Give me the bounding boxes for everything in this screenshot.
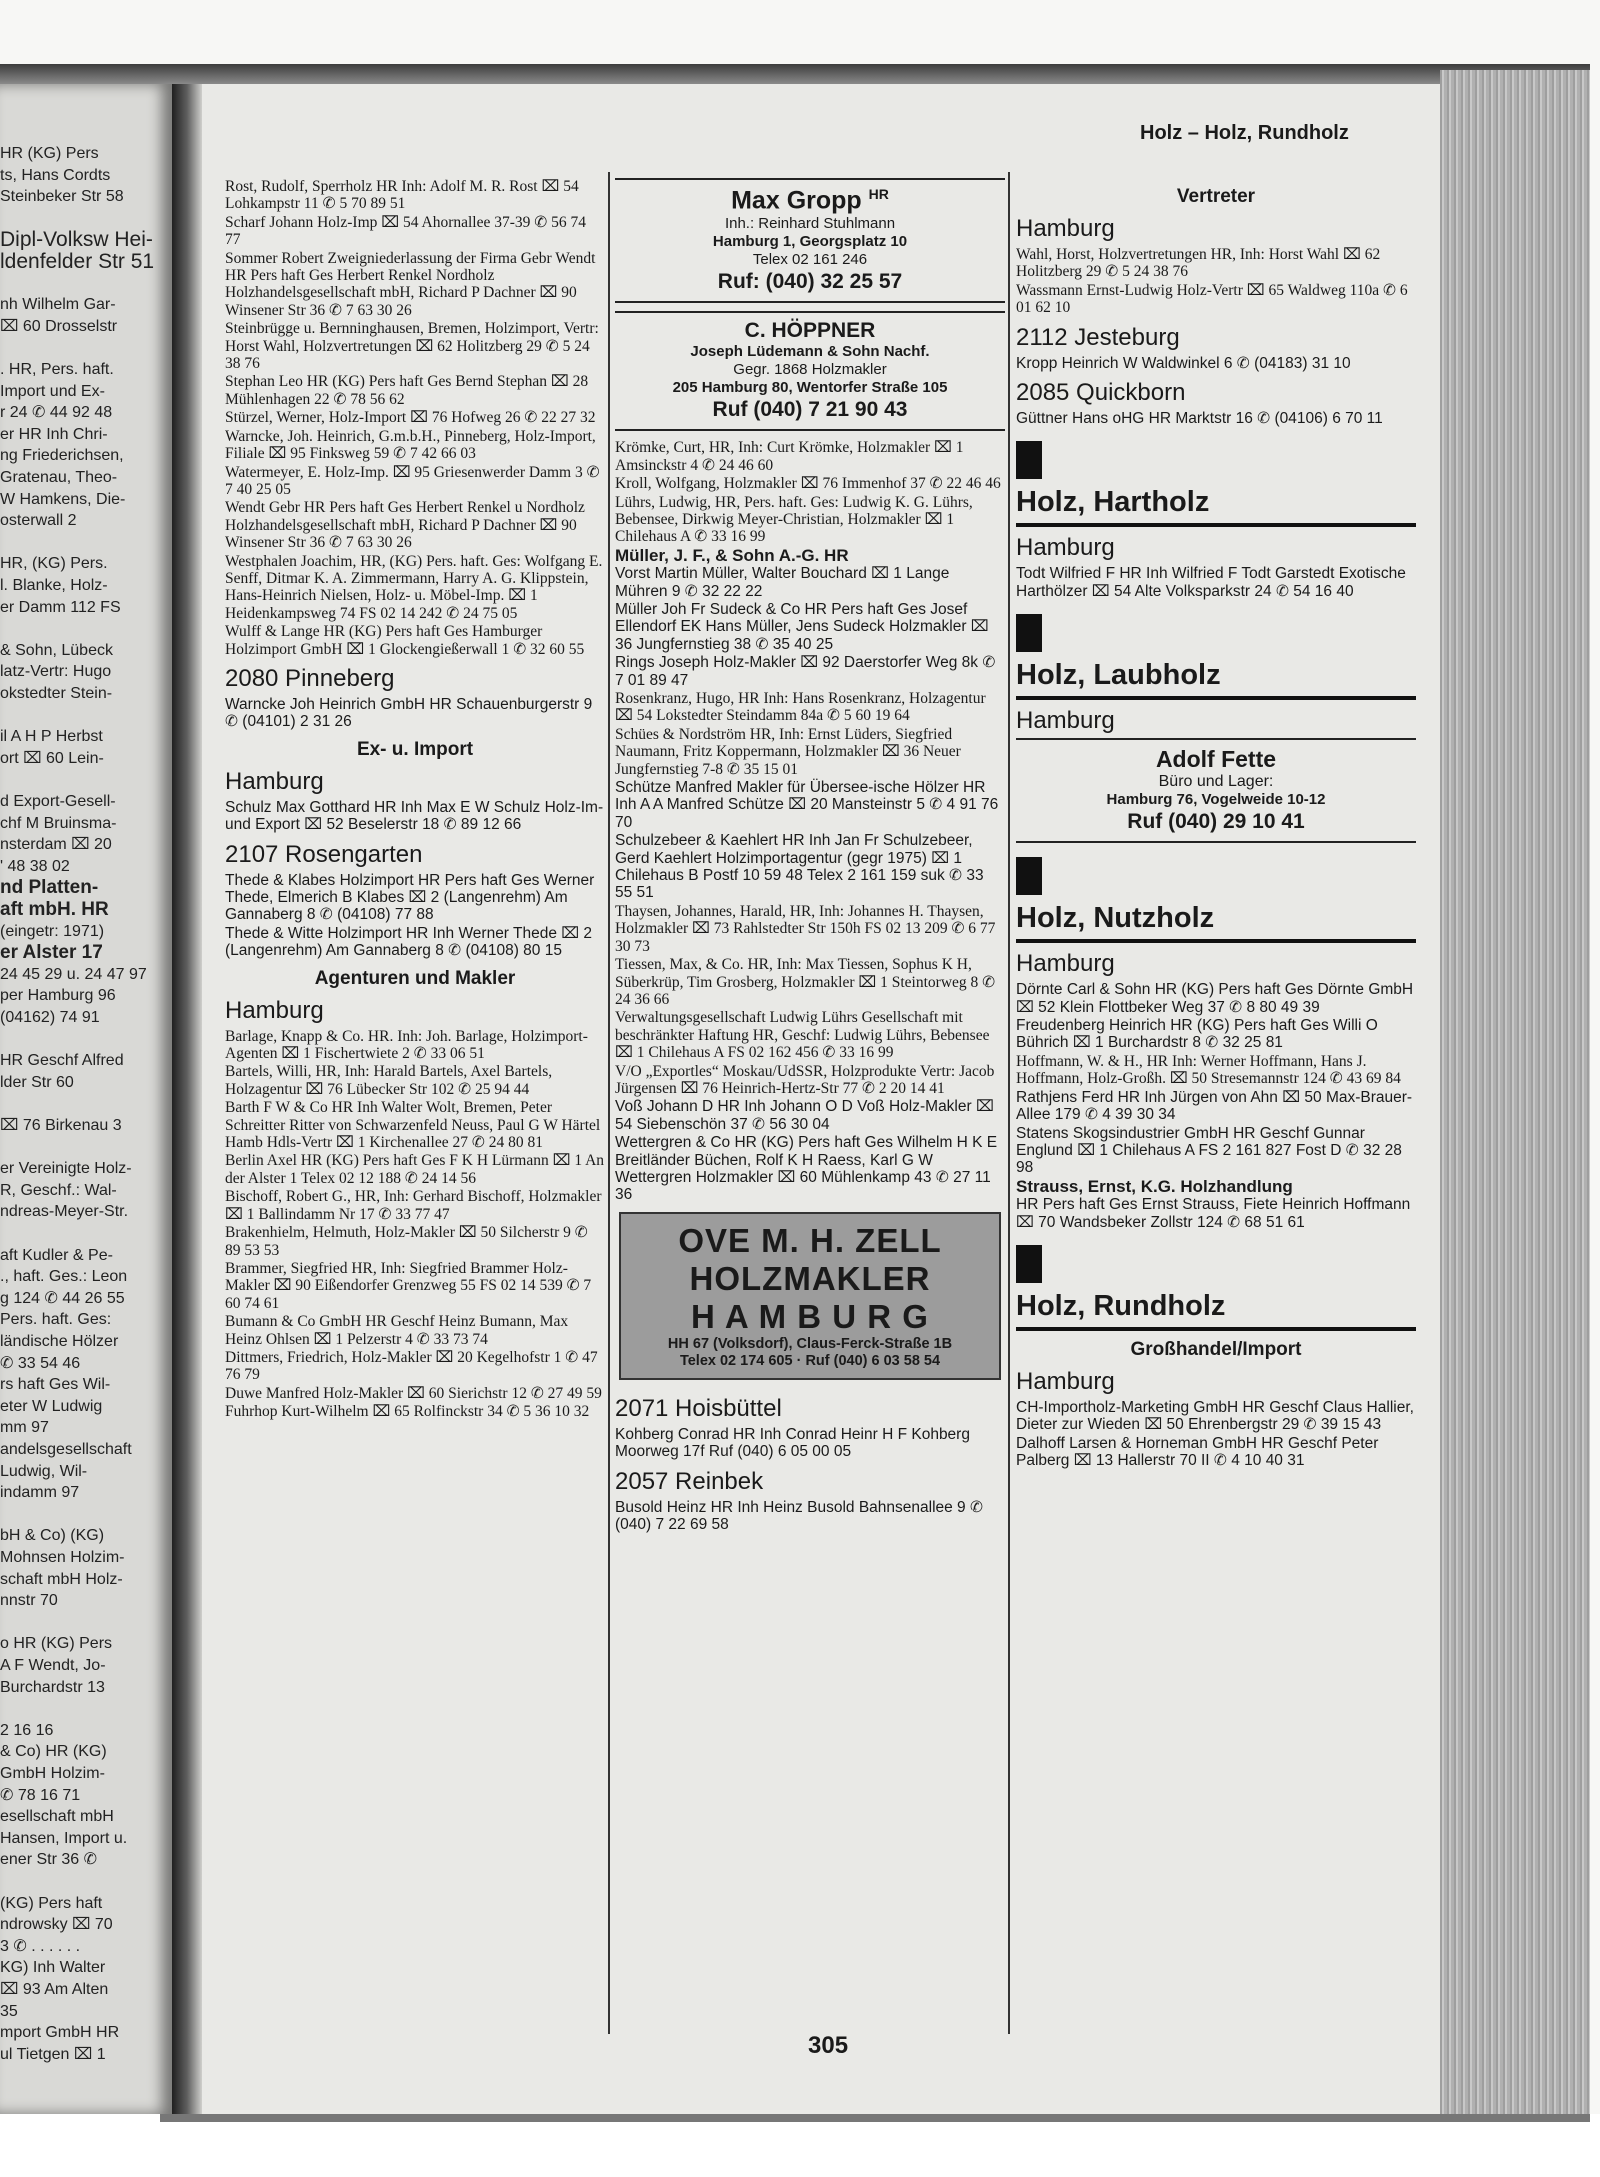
- left-page-line: W Hamkens, Die-: [0, 490, 126, 508]
- left-page-line: l. Blanke, Holz-: [0, 577, 108, 594]
- list-item: Wassmann Ernst-Ludwig Holz-Vertr ⌧ 65 Waldweg 110a ✆ 6 01 62 10: [1016, 281, 1408, 317]
- list-item: Wettergren & Co HR (KG) Pers haft Ges Wilhelm H K E Breitländer Büchen, Rolf K H Raess, Karl G W Wettergren Holzmakler ⌧ 60 Mühlenkamp 43 ✆ 27 11 36: [615, 1134, 998, 1204]
- left-page-line: ndreas-Meyer-Str.: [0, 1203, 129, 1221]
- left-page-line: ✆ 78 16 71: [0, 1786, 81, 1804]
- ad-gropp-phone: Ruf: (040) 32 25 57: [717, 270, 903, 294]
- list-item: Schulz Max Gotthard HR Inh Max E W Schulz Holz-Im- und Export ⌧ 52 Beselerstr 18 ✆ 89 12 66: [225, 798, 604, 834]
- left-page-line: ⌧ 93 Am Alten: [0, 1981, 109, 1998]
- left-page-line: R, Geschf.: Wal-: [0, 1181, 117, 1199]
- left-page-line: Hansen, Import u.: [0, 1829, 128, 1847]
- left-page-line: 2 16 16: [0, 1721, 54, 1739]
- ad-gropp-name: Max Gropp: [731, 186, 862, 215]
- section-title: Holz, Nutzholz: [1016, 901, 1416, 943]
- section-title: Holz, Hartholz: [1016, 485, 1416, 527]
- list-item: Voß Johann D HR Inh Johann O D Voß Holz-Makler ⌧ 54 Siebenschön 37 ✆ 56 30 04: [615, 1098, 994, 1133]
- left-page-line: er Damm 112 FS: [0, 598, 121, 616]
- ad-adolf-fette: [1016, 738, 1416, 843]
- list-item: Bumann & Co GmbH HR Geschf Heinz Bumann, Max Heinz Ohlsen ⌧ 1 Pelzerstr 4 ✆ 33 73 74: [225, 1313, 569, 1348]
- column-3: [1016, 178, 1416, 1471]
- left-page-line: Steinbeker Str 58: [0, 188, 124, 206]
- section-rundholz: [1016, 1245, 1416, 1397]
- left-page-line: HR (KG) Pers: [0, 145, 99, 162]
- left-page-line: & Co) HR (KG): [0, 1743, 107, 1761]
- list-item: Schütze Manfred Makler für Übersee-ische Hölzer HR Inh A A Manfred Schütze ⌧ 20 Mansteinstr 5 ✆ 4 91 76 70: [615, 779, 999, 831]
- city-heading: 2107 Rosengarten: [225, 840, 423, 868]
- column-2-entries: [615, 439, 1005, 1203]
- list-item: Barth F W & Co HR Inh Walter Wolt, Bremen, Peter Schreitter Ritter von Schwarzenfeld Neuss, Paul G W Härtel Hamb Hdls-Vertr ⌧ 1 Kirchenallee 27 ✆ 24 80 81: [225, 1099, 601, 1152]
- list-item: V/O „Exportles“ Moskau/UdSSR, Holzprodukte Vertr: Jacob Jürgensen ⌧ 76 Heinrich-Hertz-Str 77 ✆ 2 20 14 41: [615, 1062, 995, 1097]
- left-page-line: mm 97: [0, 1419, 49, 1437]
- left-page-line: HR, (KG) Pers.: [0, 555, 108, 573]
- ad-hoppner-phone: Ruf (040) 7 21 90 43: [712, 398, 908, 422]
- list-item: Duwe Manfred Holz-Makler ⌧ 60 Sierichstr 12 ✆ 27 49 59: [225, 1384, 602, 1402]
- list-item: Stephan Leo HR (KG) Pers haft Ges Bernd Stephan ⌧ 28 Mühlenhagen 22 ✆ 78 56 62: [225, 373, 589, 408]
- list-item: Schües & Nordström HR, Inh: Ernst Lüders, Siegfried Naumann, Fritz Koppermann, Holzmakler ⌧ 36 Neuer Jungfernstieg 7-8 ✆ 35 15 01: [615, 725, 961, 778]
- left-page-line: d Export-Gesell-: [0, 793, 116, 810]
- ad-max-gropp: [615, 178, 1005, 303]
- left-page-line: A F Wendt, Jo-: [0, 1657, 106, 1674]
- list-item: Rings Joseph Holz-Makler ⌧ 92 Daerstorfer Weg 8k ✆ 7 01 89 47: [615, 654, 996, 689]
- city-heading: Hamburg: [225, 767, 324, 795]
- list-item: Wulff & Lange HR (KG) Pers haft Ges Hamburger Holzimport GmbH ⌧ 1 Glockengießerwall 1 ✆ 32 60 55: [225, 623, 585, 658]
- list-item: Dittmers, Friedrich, Holz-Makler ⌧ 20 Kegelhofstr 1 ✆ 47 76 79: [225, 1348, 598, 1384]
- city-heading: Hamburg: [1016, 707, 1115, 735]
- left-page-line: nh Wilhelm Gar-: [0, 296, 116, 314]
- left-page-line: rs haft Ges Wil-: [0, 1376, 111, 1394]
- left-page-line: il A H P Herbst: [0, 728, 103, 746]
- left-page-line: Ludwig, Wil-: [0, 1462, 88, 1480]
- ad-gropp-address: Hamburg 1, Georgsplatz 10: [712, 233, 908, 251]
- list-item: Thede & Witte Holzimport HR Inh Werner Thede ⌧ 2 (Langenrehm) Am Gannaberg 8 ✆ (04108) 80 15: [225, 924, 593, 960]
- book-gutter: [172, 84, 202, 2114]
- page-header: Holz – Holz, Rundholz: [1140, 122, 1349, 144]
- left-page-line: okstedter Stein-: [0, 685, 113, 702]
- left-page-line: er HR Inh Chri-: [0, 425, 108, 443]
- city-heading: Hamburg: [225, 996, 324, 1024]
- left-page-line: ., haft. Ges.: Leon: [0, 1268, 128, 1286]
- subheading: Großhandel/Import: [1130, 1338, 1302, 1360]
- list-item: Strauss, Ernst, K.G. Holzhandlung: [1016, 1176, 1293, 1196]
- list-item: Sommer Robert Zweigniederlassung der Firma Gebr Wendt HR Pers haft Ges Herbert Renkel Nordholz Holzhandelsgesellschaft mbH, Richard P Dachner ⌧ 90 Winsener Str 36 ✆ 7 63 30 26: [225, 249, 596, 319]
- section-marker-block: [1016, 441, 1042, 479]
- city-heading: 2057 Reinbek: [615, 1467, 764, 1495]
- ad-gropp-telex: Telex 02 161 246: [752, 251, 868, 269]
- list-item: Todt Wilfried F HR Inh Wilfried F Todt Garstedt Exotische Harthölzer ⌧ 54 Alte Volksparkstr 24 ✆ 54 16 40: [1016, 565, 1406, 600]
- list-item: Thede & Klabes Holzimport HR Pers haft Ges Werner Thede, Elmerich B Klabes ⌧ 2 (Langenrehm) Am Gannaberg 8 ✆ (04108) 77 88: [225, 871, 595, 924]
- subheading: Ex- u. Import: [356, 738, 474, 760]
- list-item: Berlin Axel HR (KG) Pers haft Ges F K H Lürmann ⌧ 1 An der Alster 1 Telex 02 12 188 ✆ 24 14 56: [225, 1152, 605, 1187]
- left-page-line: per Hamburg 96: [0, 987, 116, 1005]
- list-item: Wahl, Horst, Holzvertretungen HR, Inh: Horst Wahl ⌧ 62 Holitzberg 29 ✆ 5 24 38 76: [1016, 246, 1381, 281]
- list-item: HR Pers haft Ges Ernst Strauss, Fiete Heinrich Hoffmann ⌧ 70 Wandsbeker Zollstr 124 ✆ 68 51 61: [1016, 1196, 1411, 1231]
- city-heading: Hamburg: [1016, 215, 1115, 242]
- left-page-line: bH & Co) (KG): [0, 1527, 105, 1545]
- city-heading: 2085 Quickborn: [1016, 379, 1186, 407]
- list-item: Dörnte Carl & Sohn HR (KG) Pers haft Ges Dörnte GmbH ⌧ 52 Klein Flottbeker Weg 37 ✆ 8 80 49 39: [1016, 981, 1414, 1016]
- city-heading: Hamburg: [1016, 534, 1115, 562]
- ad-zell-contact: Telex 02 174 605 · Ruf (040) 6 03 58 54: [679, 1352, 941, 1369]
- column-1: [225, 178, 605, 1422]
- left-page-line: Import und Ex-: [0, 382, 105, 400]
- list-item: Scharf Johann Holz-Imp ⌧ 54 Ahornallee 37-39 ✆ 56 74 77: [225, 213, 587, 249]
- left-page-line: o HR (KG) Pers: [0, 1635, 113, 1653]
- list-item: Freudenberg Heinrich HR (KG) Pers haft Ges Willi O Bührich ⌧ 1 Burchardstr 8 ✆ 32 25 81: [1016, 1017, 1378, 1052]
- list-item: Kropp Heinrich W Waldwinkel 6 ✆ (04183) 31 10: [1016, 354, 1351, 372]
- ad-zell-address: HH 67 (Volksdorf), Claus-Ferck-Straße 1B: [667, 1335, 953, 1352]
- left-page-line: (KG) Pers haft: [0, 1894, 103, 1912]
- list-item: Brakenhielm, Helmuth, Holz-Makler ⌧ 50 Silcherstr 9 ✆ 89 53 53: [225, 1224, 588, 1259]
- ad-zell-city: H A M B U R G: [691, 1297, 929, 1335]
- subheading: Agenturen und Makler: [314, 967, 516, 989]
- left-page-line: Gratenau, Theo-: [0, 469, 118, 486]
- section-title: Holz, Rundholz: [1016, 1289, 1416, 1331]
- left-page-line: & Sohn, Lübeck: [0, 641, 113, 659]
- list-item: Tiessen, Max, & Co. HR, Inh: Max Tiessen, Sophus K H, Süberkrüp, Tim Grosberg, Holzmakler ⌧ 1 Steintorweg 8 ✆ 24 36 66: [615, 956, 996, 1008]
- left-page-line: HR Geschf Alfred: [0, 1052, 124, 1070]
- ad-hoppner-address: 205 Hamburg 80, Wentorfer Straße 105: [672, 379, 948, 397]
- column-3-upper-entries: [1016, 186, 1416, 427]
- left-page-line: schaft mbH Holz-: [0, 1570, 123, 1588]
- left-page-line: ⌧ 76 Birkenau 3: [0, 1117, 122, 1134]
- left-page-line: aft Kudler & Pe-: [0, 1246, 113, 1264]
- left-page-line: ndrowsky ⌧ 70: [0, 1916, 113, 1934]
- left-page-line: 24 45 29 u. 24 47 97: [0, 965, 147, 983]
- left-page-line: ener Str 36 ✆: [0, 1851, 98, 1869]
- list-item: Müller, J. F., & Sohn A.-G. HR: [615, 545, 849, 565]
- list-item: Warncke, Joh. Heinrich, G.m.b.H., Pinneberg, Holz-Import, Filiale ⌧ 95 Finksweg 59 ✆ 7 42 66 03: [225, 427, 596, 463]
- left-page-line: 35: [0, 2002, 18, 2020]
- list-item: Müller Joh Fr Sudeck & Co HR Pers haft Ges Josef Ellendorf EK Hans Müller, Jens Sudeck Holzmakler ⌧ 36 Jungfernstieg 38 ✆ 35 40 25: [615, 600, 989, 653]
- column-3-rundholz-entries: [1016, 1399, 1416, 1470]
- left-page-line: ng Friederichsen,: [0, 447, 124, 465]
- left-page-line: osterwall 2: [0, 512, 77, 530]
- page-bottom-shadow: [160, 2114, 1590, 2122]
- list-item: Rosenkranz, Hugo, HR Inh: Hans Rosenkranz, Holzagentur ⌧ 54 Lokstedter Steindamm 84a ✆ 5 60 19 64: [615, 690, 986, 725]
- list-item: Hoffmann, W. & H., HR Inh: Werner Hoffmann, Hans J. Hoffmann, Holz-Großh. ⌧ 50 Stresemannstr 124 ✆ 43 69 84: [1016, 1052, 1401, 1088]
- left-page-line: GmbH Holzim-: [0, 1765, 105, 1782]
- list-item: Statens Skogsindustrier GmbH HR Geschf Gunnar Englund ⌧ 1 Chilehaus A FS 2 161 827 Fost D ✆ 32 28 98: [1016, 1124, 1402, 1177]
- ad-gropp-owner: Inh.: Reinhard Stuhlmann: [724, 215, 896, 233]
- left-page-line: er Alster 17: [0, 943, 103, 964]
- left-page-line: ul Tietgen ⌧ 1: [0, 2045, 106, 2063]
- ad-ove-zell: [619, 1212, 1001, 1380]
- left-page-line: ⌧ 60 Drosselstr: [0, 317, 118, 335]
- ad-fette-office: Büro und Lager:: [1158, 773, 1274, 791]
- list-item: Verwaltungsgesellschaft Ludwig Lührs Gesellschaft mit beschränkter Haftung HR, Geschf: Ludwig Lührs, Bebensee ⌧ 1 Chilehaus A FS 02 162 456 ✆ 33 16 99: [615, 1009, 990, 1062]
- left-page-line: (eingetr: 1971): [0, 922, 105, 940]
- ad-gropp-sup: HR: [868, 186, 889, 202]
- ad-zell-trade: HOLZMAKLER: [689, 1259, 931, 1297]
- list-item: Bartels, Willi, HR, Inh: Harald Bartels, Axel Bartels, Holzagentur ⌧ 76 Lübecker Str 102 ✆ 25 94 44: [225, 1063, 553, 1098]
- list-item: CH-Importholz-Marketing GmbH HR Geschf Claus Hallier, Dieter zur Wieden ⌧ 50 Ehrenbergstr 29 ✆ 39 15 43: [1016, 1398, 1414, 1434]
- left-page-line: esellschaft mbH: [0, 1808, 114, 1826]
- left-page-line: aft mbH. HR: [0, 900, 109, 920]
- left-page-line: . HR, Pers. haft.: [0, 361, 114, 378]
- left-page-line: andelsgesellschaft: [0, 1441, 132, 1458]
- column-rule-2: [1008, 172, 1010, 2034]
- list-item: Brammer, Siegfried HR, Inh: Siegfried Brammer Holz-Makler ⌧ 90 Eißendorfer Grenzweg 55 FS 02 14 539 ✆ 7 60 74 61: [225, 1259, 592, 1312]
- book-top-edge: [0, 64, 1590, 84]
- city-heading: Hamburg: [1016, 1367, 1115, 1395]
- city-heading: 2071 Hoisbüttel: [615, 1394, 782, 1422]
- left-page-line: ldenfelder Str 51: [0, 252, 155, 272]
- left-page-line: nsterdam ⌧ 20: [0, 836, 112, 854]
- left-page-line: chf M Bruinsma-: [0, 814, 117, 832]
- left-page-line: ort ⌧ 60 Lein-: [0, 749, 104, 767]
- city-heading: 2112 Jesteburg: [1016, 323, 1180, 351]
- ad-hoppner-founded: Gegr. 1868 Holzmakler: [733, 361, 887, 379]
- section-hartholz: [1016, 441, 1416, 600]
- ad-fette-name: Adolf Fette: [1155, 746, 1277, 773]
- left-page-line: 3 ✆ . . . . . .: [0, 1937, 81, 1955]
- left-page-line: indamm 97: [0, 1484, 80, 1502]
- section-title: Holz, Laubholz: [1016, 658, 1416, 700]
- page-number: 305: [808, 2032, 849, 2059]
- section-laubholz: [1016, 614, 1416, 736]
- list-item: Barlage, Knapp & Co. HR. Inh: Joh. Barlage, Holzimport-Agenten ⌧ 1 Fischertwiete 2 ✆ 33 06 51: [225, 1027, 588, 1063]
- section-marker-block: [1016, 614, 1042, 652]
- left-page-line: eter W Ludwig: [0, 1397, 103, 1415]
- column-2: [615, 178, 1005, 1534]
- left-page-line: latz-Vertr: Hugo: [0, 663, 112, 681]
- column-3-nutzholz-entries: [1016, 981, 1416, 1231]
- ad-hoppner-successor: Joseph Lüdemann & Sohn Nachf.: [690, 343, 930, 361]
- city-heading: 2080 Pinneberg: [225, 664, 395, 692]
- list-item: Bischoff, Robert G., HR, Inh: Gerhard Bischoff, Holzmakler ⌧ 1 Ballindamm Nr 17 ✆ 33 77 47: [225, 1188, 602, 1223]
- list-item: Fuhrhop Kurt-Wilhelm ⌧ 65 Rolfinckstr 34 ✆ 5 36 10 32: [225, 1403, 590, 1421]
- list-item: Dalhoff Larsen & Horneman GmbH HR Geschf Peter Palberg ⌧ 13 Hallerstr 70 II ✆ 4 10 40 31: [1016, 1434, 1379, 1470]
- left-page-line: ✆ 33 54 46: [0, 1354, 81, 1372]
- list-item: Westphalen Joachim, HR, (KG) Pers. haft. Ges: Wolfgang E. Senff, Ditmar K. A. Zimmermann, Harry A. G. Klippstein, Hans-Heinrich Nielsen, Holz- u. Möbel-Imp. ⌧ 1 Heidenkampsweg 74 FS 02 14 242 ✆ 24 75 05: [225, 552, 603, 622]
- left-page-line: Burchardstr 13: [0, 1678, 105, 1696]
- list-item: Lührs, Ludwig, HR, Pers. haft. Ges: Ludwig K. G. Lührs, Bebensee, Dirkwig Meyer-Christian, Holzmakler ⌧ 1 Chilehaus A ✆ 33 16 99: [615, 493, 973, 546]
- list-item: Kohberg Conrad HR Inh Conrad Heinr H F Kohberg Moorweg 17f Ruf (040) 6 05 00 05: [615, 1425, 970, 1461]
- bottom-margin: [0, 2114, 1600, 2177]
- section-nutzholz: [1016, 857, 1416, 979]
- left-page-line: nd Platten-: [0, 878, 99, 899]
- left-page-line: KG) Inh Walter: [0, 1959, 106, 1977]
- list-item: Schulzebeer & Kaehlert HR Inh Jan Fr Schulzebeer, Gerd Kaehlert Holzimportagentur (gegr 1975) ⌧ 1 Chilehaus B Postf 10 59 48 Telex 2 161 159 suk ✆ 33 55 51: [615, 832, 984, 902]
- city-heading: Hamburg: [1016, 950, 1115, 978]
- list-item: Güttner Hans oHG HR Marktstr 16 ✆ (04106) 6 70 11: [1016, 410, 1383, 428]
- section-marker-block: [1016, 1245, 1042, 1283]
- left-page-line: er Vereinigte Holz-: [0, 1160, 132, 1178]
- left-page-line: nnstr 70: [0, 1592, 58, 1610]
- subheading: Vertreter: [1176, 186, 1256, 207]
- column-rule-1: [608, 172, 610, 2034]
- list-item: Watermeyer, E. Holz-Imp. ⌧ 95 Griesenwerder Damm 3 ✆ 7 40 25 05: [225, 463, 600, 498]
- ad-fette-address: Hamburg 76, Vogelweide 10-12: [1106, 791, 1326, 809]
- left-page-line: ' 48 38 02: [0, 857, 70, 875]
- list-item: Rost, Rudolf, Sperrholz HR Inh: Adolf M. R. Rost ⌧ 54 Lohkampstr 11 ✆ 5 70 89 51: [225, 178, 579, 213]
- list-item: Steinbrügge u. Bernninghausen, Bremen, Holzimport, Vertr: Horst Wahl, Holzvertretungen ⌧ 62 Holitzberg 29 ✆ 5 24 38 76: [225, 320, 599, 373]
- column-2-lower-entries: [615, 1394, 1005, 1534]
- left-page-line: Dipl-Volksw Hei-: [0, 230, 153, 251]
- list-item: Warncke Joh Heinrich GmbH HR Schauenburgerstr 9 ✆ (04101) 2 31 26: [225, 695, 593, 731]
- ad-fette-phone: Ruf (040) 29 10 41: [1127, 810, 1305, 834]
- left-page-line: lder Str 60: [0, 1073, 74, 1091]
- left-page-line: ländische Hölzer: [0, 1333, 119, 1350]
- list-item: Krömke, Curt, HR, Inh: Curt Krömke, Holzmakler ⌧ 1 Amsinckstr 4 ✆ 24 46 60: [615, 439, 964, 474]
- list-item: Busold Heinz HR Inh Heinz Busold Bahnsenallee 9 ✆ (040) 7 22 69 58: [615, 1498, 983, 1534]
- left-page-line: ts, Hans Cordts: [0, 166, 111, 184]
- left-page-line: (04162) 74 91: [0, 1009, 100, 1026]
- left-page-line: Pers. haft. Ges:: [0, 1311, 112, 1329]
- left-page-fragment: [0, 84, 172, 2114]
- section-marker-block: [1016, 857, 1042, 895]
- page-stack-edge: [1440, 70, 1590, 2120]
- list-item: Vorst Martin Müller, Walter Bouchard ⌧ 1 Lange Mühren 9 ✆ 32 22 22: [615, 565, 950, 600]
- ad-hoppner-name: C. HÖPPNER: [744, 319, 876, 343]
- left-page-line: g 124 ✆ 44 26 55: [0, 1289, 125, 1307]
- list-item: Rathjens Ferd HR Inh Jürgen von Ahn ⌧ 50 Max-Brauer-Allee 179 ✆ 4 39 30 34: [1016, 1088, 1413, 1124]
- list-item: Stürzel, Werner, Holz-Import ⌧ 76 Hofweg 26 ✆ 22 27 32: [225, 409, 596, 427]
- list-item: Thaysen, Johannes, Harald, HR, Inh: Johannes H. Thaysen, Holzmakler ⌧ 73 Rahlstedter Str 150h FS 02 13 209 ✆ 6 77 30 73: [615, 902, 996, 955]
- list-item: Kroll, Wolfgang, Holzmakler ⌧ 76 Immenhof 37 ✆ 22 46 46: [615, 475, 1001, 493]
- left-page-line: r 24 ✆ 44 92 48: [0, 404, 113, 422]
- list-item: Wendt Gebr HR Pers haft Ges Herbert Renkel u Nordholz Holzhandelsgesellschaft mbH, Richard P Dachner ⌧ 90 Winsener Str 36 ✆ 7 63 30 26: [225, 499, 585, 552]
- left-page-line: mport GmbH HR: [0, 2024, 120, 2042]
- ad-zell-name: OVE M. H. ZELL: [678, 1221, 942, 1259]
- ad-hoppner: [615, 311, 1005, 431]
- left-page-line: Mohnsen Holzim-: [0, 1549, 125, 1566]
